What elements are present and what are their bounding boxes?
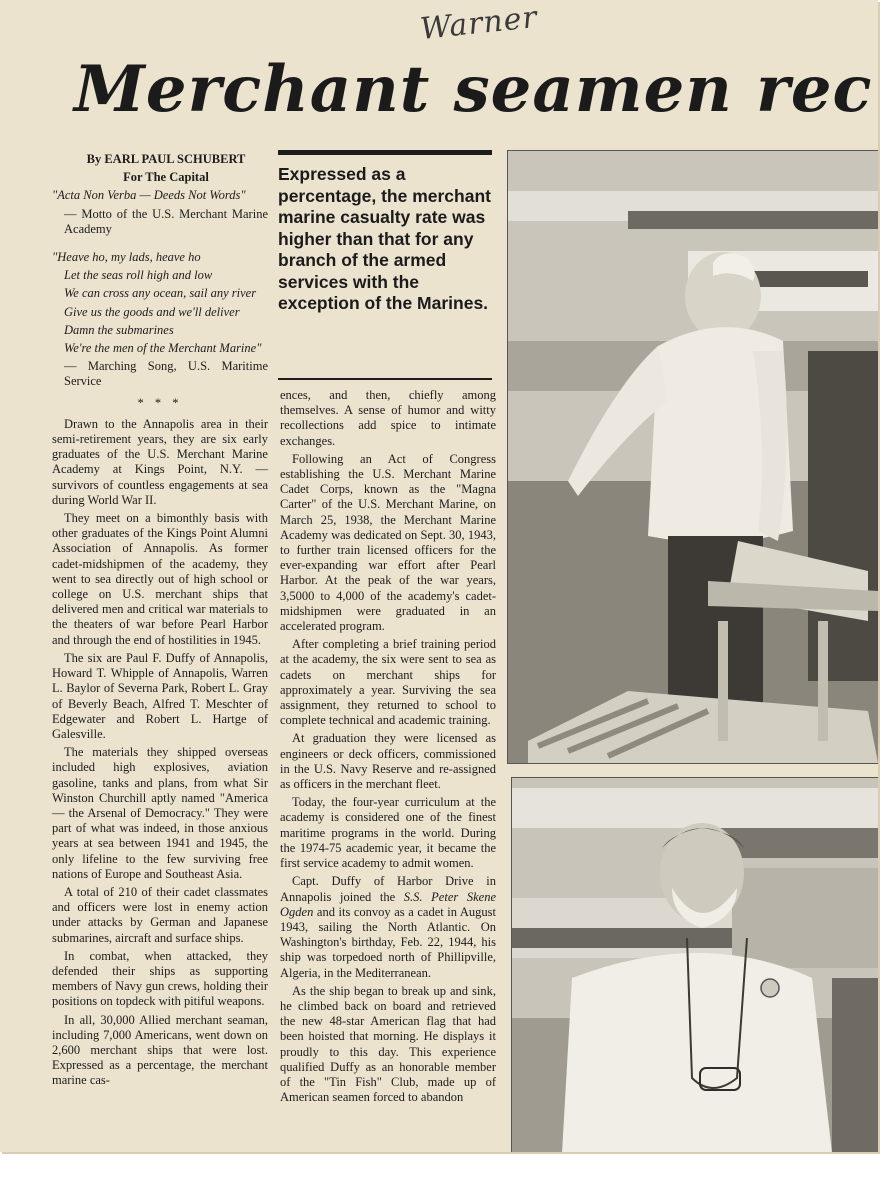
ship-name: S.S. Peter Skene Ogden bbox=[280, 889, 496, 919]
song-line: Give us the goods and we'll deliver bbox=[64, 304, 240, 319]
photo-bearded-man bbox=[511, 777, 878, 1152]
text-run: Capt. Duffy of Harbor Drive in Annapolis joined the bbox=[280, 874, 496, 904]
song-line: We can cross any ocean, sail any river bbox=[64, 286, 257, 301]
pull-quote-rule-top bbox=[278, 150, 492, 155]
paragraph: In combat, when attacked, they defended their ships as supporting members of Navy gun crews, holding their positions on topdeck with pitiful weapons. bbox=[52, 948, 268, 1009]
paragraph: As the ship began to break up and sink, he climbed back on board and retrieved the new 48-star American flag that had been hoisted that morning. He displays it proudly to this day. This experience qualified Duffy as an honorable member of the "Tin Fish" Club, made up of American seamen forced to abandon bbox=[280, 983, 496, 1105]
paragraph: The materials they shipped overseas included high explosives, aviation gasoline, tanks and plans, from what Sir Winston Churchill aptly named "America — the Arsenal of Democracy." They were part of what was indeed, in those anxious years at sea between 1941 and 1945, the only lifeline to the few surviving free nations of Europe and Southeast Asia. bbox=[52, 745, 268, 881]
paragraph: Today, the four-year curriculum at the academy is considered one of the finest maritime programs in the world. During the 1974-75 academic year, it became the first service academy to admit women. bbox=[280, 795, 496, 871]
column-2 bbox=[280, 388, 496, 1108]
song-attribution: — Marching Song, U.S. Maritime Service bbox=[64, 359, 268, 389]
photo-illustration bbox=[512, 778, 878, 1152]
paragraph: A total of 210 of their cadet classmates and officers were lost in enemy action under attacks by German and Japanese submarines, aircraft and surface ships. bbox=[52, 884, 268, 945]
byline-author: By EARL PAUL SCHUBERT bbox=[86, 152, 246, 166]
paragraph: ences, and then, chiefly among themselves. A sense of humor and witty recollections add spice to intimate exchanges. bbox=[280, 388, 496, 448]
epigraph-attribution: — Motto of the U.S. Merchant Marine Academy bbox=[64, 206, 268, 236]
section-separator: * * * bbox=[137, 395, 183, 410]
paragraph: At graduation they were licensed as engineers or deck officers, commissioned in the U.S. Navy Reserve and re-assigned as officers in the merchant fleet. bbox=[280, 731, 496, 792]
paragraph: In all, 30,000 Allied merchant seaman, including 7,000 Americans, went down on 2,600 merchant ships that were lost. Expressed as a percentage, the merchant marine cas- bbox=[52, 1012, 268, 1088]
paragraph: Following an Act of Congress establishing the U.S. Merchant Marine Cadet Corps, known as the "Magna Carter" of the U.S. Merchant Marine, on March 25, 1938, the Merchant Marine Academy was dedicated on Sept. 30, 1943, to further train licensed officers for the ever-expanding war effort after Pearl Harbor. At the peak of the war years, 3,5000 to 4,000 of the academy's cadet-midshipmen were graduated in an accelerated program. bbox=[280, 451, 496, 634]
paragraph: They meet on a bimonthly basis with other graduates of the Kings Point Alumni Association of Annapolis. As former cadet-midshipmen of the academy, they went to sea directly out of high school or college on U.S. merchant ships that delivered men and critical war materials to the theaters of war before Pearl Harbor and through the end of hostilities in 1945. bbox=[52, 511, 268, 647]
pull-quote: Expressed as a percentage, the merchant marine casualty rate was higher than that for any branch of the armed services with the exception of the Marines. bbox=[278, 164, 491, 313]
song-line: Damn the submarines bbox=[64, 322, 174, 337]
paragraph: After completing a brief training period at the academy, the six were sent to sea as cadets on merchant ships for approximately a year. Surviving the sea assignment, they returned to school to complete technical and academic training. bbox=[280, 637, 496, 728]
byline-outlet: For The Capital bbox=[123, 170, 209, 185]
photo-illustration bbox=[508, 151, 878, 763]
song-line: Let the seas roll high and low bbox=[64, 268, 213, 283]
headline: Merchant seamen rec bbox=[74, 52, 873, 127]
paragraph: The six are Paul F. Duffy of Annapolis, Howard T. Whipple of Annapolis, Warren L. Baylor of Severna Park, Robert L. Gray of Beverly Beach, Alfred T. Meschter of Edgewater and Robert L. Hartge of Galesville. bbox=[52, 650, 268, 741]
column-1 bbox=[52, 152, 268, 1092]
epigraph-quote: "Acta Non Verba — Deeds Not Words" bbox=[52, 188, 246, 203]
handwritten-note: Warner bbox=[418, 0, 540, 48]
pull-quote-rule-bottom bbox=[278, 378, 492, 380]
text-run: and its convoy as a cadet in August 1943, sailing the North Atlantic. On Washington's birthday, Feb. 22, 1944, his ship was torpedoed north of Phillipville, Algeria, in the Mediterranean. bbox=[280, 904, 496, 980]
photo-man-at-table bbox=[507, 150, 878, 764]
paragraph: Drawn to the Annapolis area in their semi-retirement years, they are six early graduates of the U.S. Merchant Marine Academy at Kings Point, N.Y. — survivors of countless engagements at sea during World War II. bbox=[52, 416, 268, 507]
song-line: We're the men of the Merchant Marine" bbox=[64, 341, 262, 356]
paragraph bbox=[280, 874, 496, 980]
song-line: "Heave ho, my lads, heave ho bbox=[52, 250, 201, 265]
